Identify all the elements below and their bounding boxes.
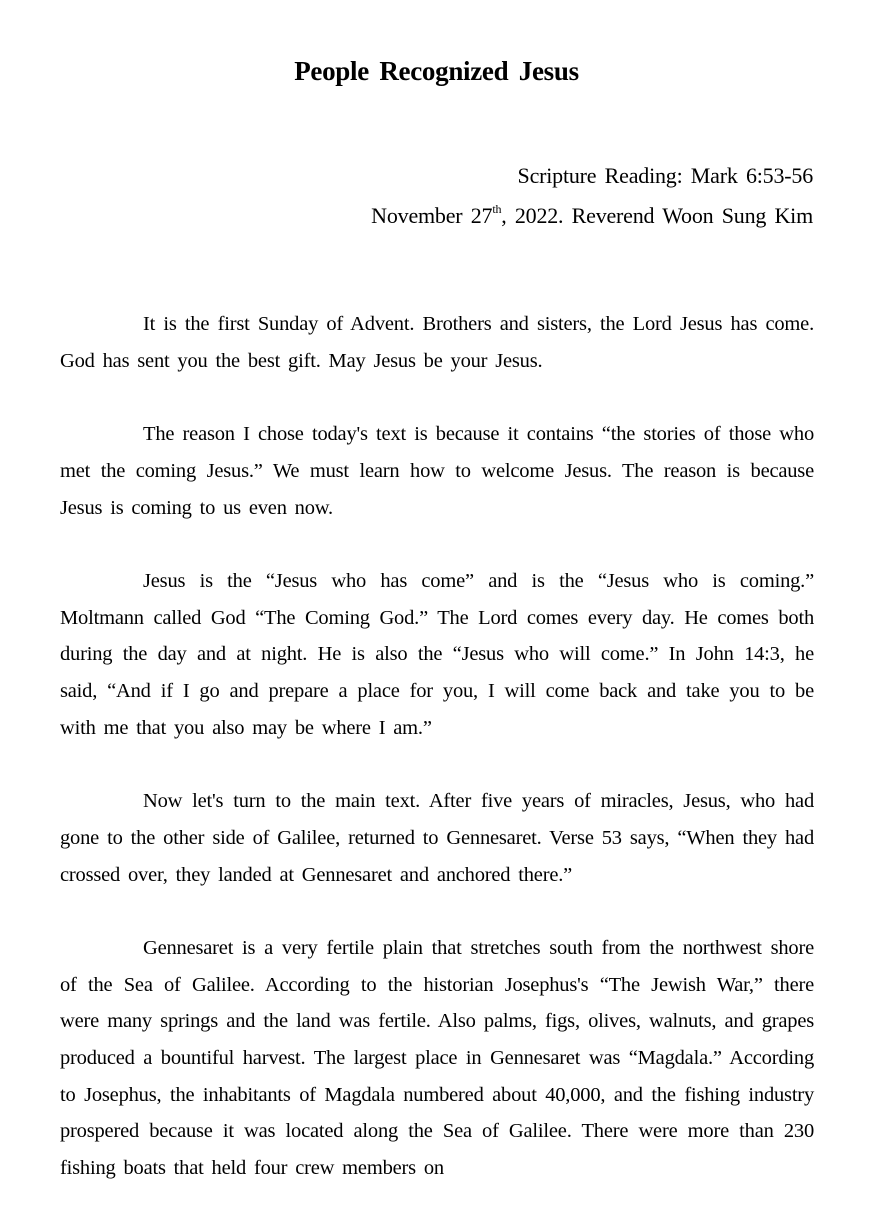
date-prefix: November 27	[371, 203, 493, 228]
page-title: People Recognized Jesus	[294, 56, 579, 86]
paragraph: It is the first Sunday of Advent. Brothers and sisters, the Lord Jesus has come. God has sent you the best gift. May Jesus be your Jesus.	[60, 313, 814, 372]
paragraph: Jesus is the “Jesus who has come” and is the “Jesus who is coming.” Moltmann called God “The Coming God.” The Lord comes every day. He comes both during the day and at night. He is also the “Jesus who will come.” In John 14:3, he said, “And if I go and prepare a place for you, I will come back and take you to be with me that you also may be where I am.”	[60, 569, 814, 739]
sermon-meta	[371, 156, 813, 236]
date-ordinal-suffix: th	[492, 201, 502, 216]
scripture-reading: Scripture Reading: Mark 6:53-56	[517, 163, 813, 188]
paragraph: The reason I chose today's text is because it contains “the stories of those who met the coming Jesus.” We must learn how to welcome Jesus. The reason is because Jesus is coming to us even now.	[60, 423, 814, 519]
date-rest: , 2022. Reverend Woon Sung Kim	[501, 203, 813, 228]
sermon-date-author	[371, 196, 813, 236]
paragraph: Gennesaret is a very fertile plain that stretches south from the northwest shore of the Sea of Galilee. According to the historian Josephus's “The Jewish War,” there were many springs and the land was fertile. Also palms, figs, olives, walnuts, and grapes produced a bountiful harvest. The largest place in Gennesaret was “Magdala.” According to Josephus, the inhabitants of Magdala numbered about 40,000, and the fishing industry prospered because it was located along the Sea of Galilee. There were more than 230 fishing boats that held four crew members on	[60, 936, 814, 1180]
sermon-body	[60, 306, 814, 1213]
paragraph: Now let's turn to the main text. After five years of miracles, Jesus, who had gone to the other side of Galilee, returned to Gennesaret. Verse 53 says, “When they had crossed over, they landed at Gennesaret and anchored there.”	[60, 790, 814, 886]
